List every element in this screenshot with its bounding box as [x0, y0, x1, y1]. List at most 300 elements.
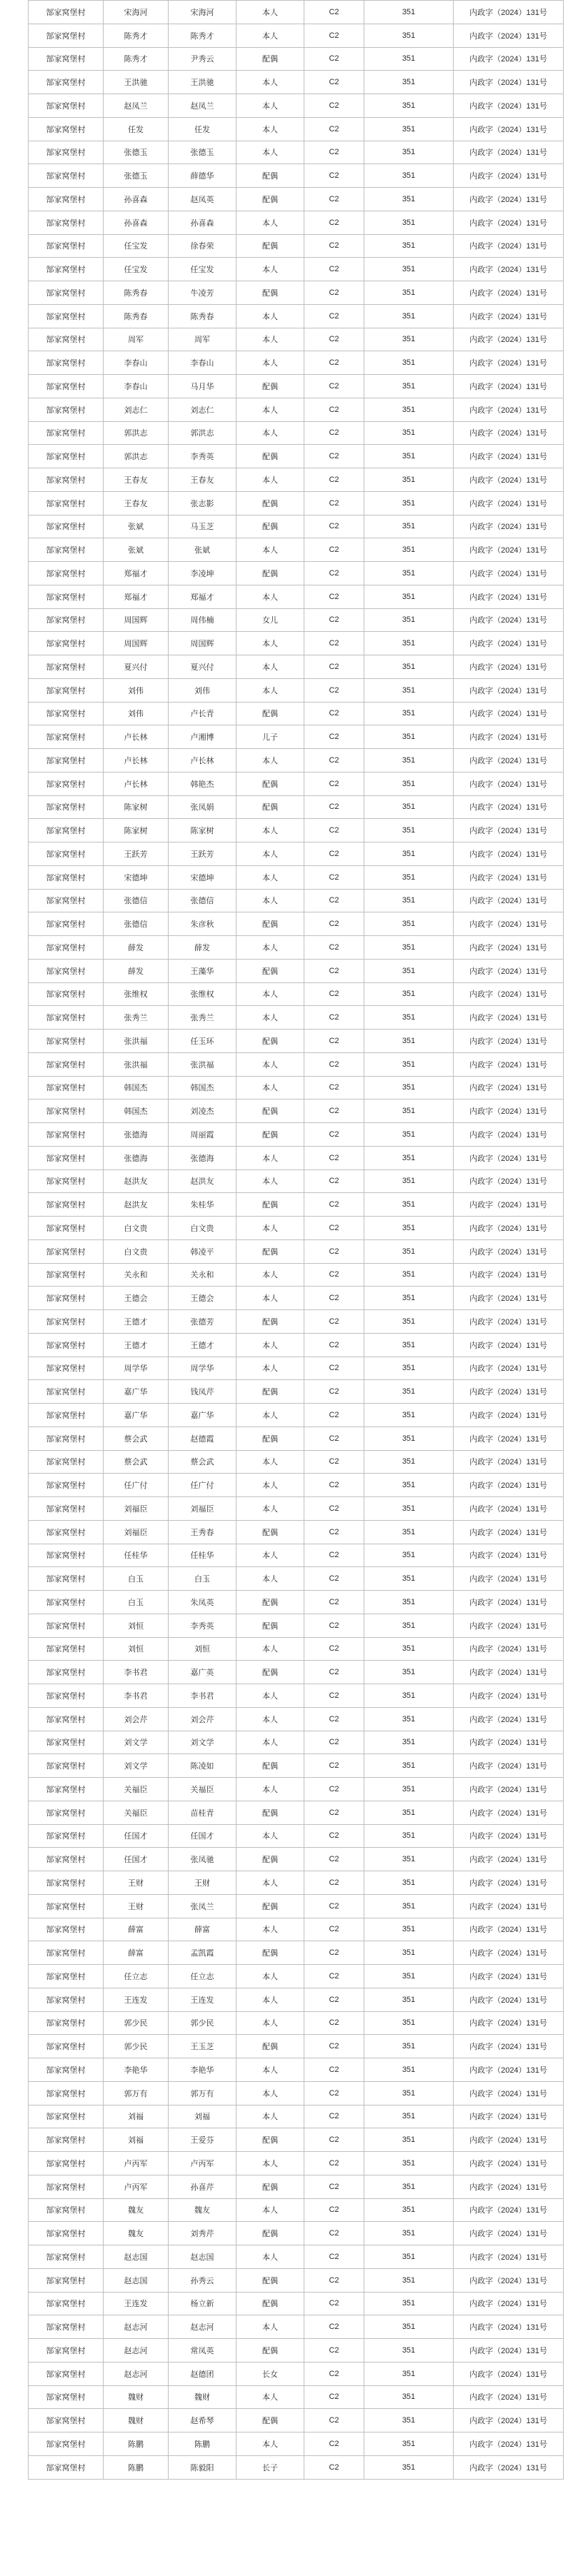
- head-name-cell: 周军: [104, 328, 169, 351]
- head-name-cell: 赵志国: [104, 2269, 169, 2292]
- head-name-cell: 赵志河: [104, 2363, 169, 2385]
- license-cell: C2: [304, 2105, 364, 2128]
- relation-cell: 本人: [236, 1684, 304, 1707]
- license-cell: C2: [304, 281, 364, 304]
- amount-cell: 351: [364, 2269, 454, 2292]
- head-name-cell: 卢丙军: [104, 2175, 169, 2198]
- head-name-cell: 任国才: [104, 1848, 169, 1871]
- table-row: [29, 141, 564, 165]
- head-name-cell: 薛发: [104, 936, 169, 959]
- head-name-cell: 陈家树: [104, 796, 169, 819]
- document-cell: 内政字（2024）131号: [454, 1965, 564, 1988]
- document-cell: 内政字（2024）131号: [454, 2175, 564, 2198]
- license-cell: C2: [304, 1614, 364, 1637]
- member-name-cell: 嘉广华: [169, 1404, 236, 1427]
- license-cell: C2: [304, 1638, 364, 1661]
- relation-cell: 配偶: [236, 1848, 304, 1871]
- document-cell: 内政字（2024）131号: [454, 235, 564, 258]
- table-row: [29, 1240, 564, 1264]
- head-name-cell: 李书君: [104, 1661, 169, 1684]
- license-cell: C2: [304, 2339, 364, 2362]
- relation-cell: 配偶: [236, 2339, 304, 2362]
- village-cell: 郜家窝堡村: [29, 1077, 104, 1100]
- member-name-cell: 任立志: [169, 1965, 236, 1988]
- table-row: [29, 912, 564, 936]
- village-cell: 郜家窝堡村: [29, 1, 104, 24]
- head-name-cell: 白玉: [104, 1591, 169, 1614]
- member-name-cell: 张德信: [169, 890, 236, 912]
- license-cell: C2: [304, 1895, 364, 1918]
- relation-cell: 配偶: [236, 773, 304, 795]
- head-name-cell: 薛富: [104, 1941, 169, 1964]
- village-cell: 郜家窝堡村: [29, 2315, 104, 2338]
- license-cell: C2: [304, 1661, 364, 1684]
- village-cell: 郜家窝堡村: [29, 118, 104, 141]
- head-name-cell: 陈秀春: [104, 305, 169, 328]
- amount-cell: 351: [364, 1053, 454, 1076]
- head-name-cell: 嘉广华: [104, 1404, 169, 1427]
- head-name-cell: 陈鹏: [104, 2432, 169, 2455]
- document-cell: 内政字（2024）131号: [454, 842, 564, 865]
- amount-cell: 351: [364, 164, 454, 187]
- amount-cell: 351: [364, 1100, 454, 1122]
- head-name-cell: 魏友: [104, 2199, 169, 2222]
- member-name-cell: 尹秀云: [169, 48, 236, 71]
- license-cell: C2: [304, 445, 364, 468]
- relation-cell: 配偶: [236, 1895, 304, 1918]
- table-row: [29, 1006, 564, 1030]
- amount-cell: 351: [364, 398, 454, 421]
- license-cell: C2: [304, 1217, 364, 1239]
- amount-cell: 351: [364, 1544, 454, 1567]
- head-name-cell: 李春山: [104, 375, 169, 398]
- relation-cell: 本人: [236, 1264, 304, 1287]
- license-cell: C2: [304, 773, 364, 795]
- amount-cell: 351: [364, 515, 454, 538]
- license-cell: C2: [304, 2386, 364, 2409]
- village-cell: 郜家窝堡村: [29, 164, 104, 187]
- member-name-cell: 常凤英: [169, 2339, 236, 2362]
- village-cell: 郜家窝堡村: [29, 679, 104, 702]
- document-cell: 内政字（2024）131号: [454, 258, 564, 281]
- village-cell: 郜家窝堡村: [29, 1778, 104, 1801]
- member-name-cell: 赵希琴: [169, 2409, 236, 2432]
- table-row: [29, 679, 564, 703]
- relation-cell: 本人: [236, 1077, 304, 1100]
- amount-cell: 351: [364, 1941, 454, 1964]
- village-cell: 郜家窝堡村: [29, 2058, 104, 2081]
- member-name-cell: 李凌坤: [169, 562, 236, 585]
- document-cell: 内政字（2024）131号: [454, 1731, 564, 1754]
- member-name-cell: 李艳华: [169, 2058, 236, 2081]
- amount-cell: 351: [364, 2432, 454, 2455]
- document-cell: 内政字（2024）131号: [454, 2315, 564, 2338]
- relation-cell: 配偶: [236, 2035, 304, 2058]
- relation-cell: 本人: [236, 679, 304, 702]
- member-name-cell: 刘福臣: [169, 1497, 236, 1520]
- village-cell: 郜家窝堡村: [29, 655, 104, 678]
- table-row: [29, 1030, 564, 1053]
- table-row: [29, 1544, 564, 1568]
- head-name-cell: 王跃芳: [104, 842, 169, 865]
- village-cell: 郜家窝堡村: [29, 562, 104, 585]
- amount-cell: 351: [364, 936, 454, 959]
- document-cell: 内政字（2024）131号: [454, 1357, 564, 1380]
- document-cell: 内政字（2024）131号: [454, 1918, 564, 1941]
- member-name-cell: 朱桂华: [169, 1193, 236, 1216]
- head-name-cell: 李艳华: [104, 2058, 169, 2081]
- table-row: [29, 1123, 564, 1147]
- table-row: [29, 936, 564, 960]
- table-row: [29, 1591, 564, 1614]
- document-cell: 内政字（2024）131号: [454, 866, 564, 889]
- document-cell: 内政字（2024）131号: [454, 725, 564, 748]
- head-name-cell: 韩国杰: [104, 1077, 169, 1100]
- table-row: [29, 1427, 564, 1451]
- relation-cell: 配偶: [236, 48, 304, 71]
- license-cell: C2: [304, 468, 364, 491]
- document-cell: 内政字（2024）131号: [454, 1427, 564, 1450]
- table-row: [29, 375, 564, 398]
- member-name-cell: 王春友: [169, 468, 236, 491]
- village-cell: 郜家窝堡村: [29, 1380, 104, 1403]
- member-name-cell: 王洪驰: [169, 71, 236, 94]
- license-cell: C2: [304, 1965, 364, 1988]
- document-cell: 内政字（2024）131号: [454, 1591, 564, 1614]
- document-cell: 内政字（2024）131号: [454, 1287, 564, 1309]
- amount-cell: 351: [364, 1497, 454, 1520]
- member-name-cell: 韩国杰: [169, 1077, 236, 1100]
- document-cell: 内政字（2024）131号: [454, 2339, 564, 2362]
- village-cell: 郜家窝堡村: [29, 1100, 104, 1122]
- document-cell: 内政字（2024）131号: [454, 2269, 564, 2292]
- amount-cell: 351: [364, 1778, 454, 1801]
- document-cell: 内政字（2024）131号: [454, 1030, 564, 1052]
- document-cell: 内政字（2024）131号: [454, 2082, 564, 2105]
- license-cell: C2: [304, 960, 364, 982]
- license-cell: C2: [304, 1497, 364, 1520]
- document-cell: 内政字（2024）131号: [454, 936, 564, 959]
- subsidy-table: [28, 0, 564, 2480]
- license-cell: C2: [304, 1404, 364, 1427]
- village-cell: 郜家窝堡村: [29, 890, 104, 912]
- table-row: [29, 1638, 564, 1661]
- amount-cell: 351: [364, 1240, 454, 1263]
- village-cell: 郜家窝堡村: [29, 1614, 104, 1637]
- relation-cell: 本人: [236, 749, 304, 772]
- document-cell: 内政字（2024）131号: [454, 1754, 564, 1777]
- head-name-cell: 魏财: [104, 2386, 169, 2409]
- license-cell: C2: [304, 398, 364, 421]
- head-name-cell: 刘志仁: [104, 398, 169, 421]
- member-name-cell: 周军: [169, 328, 236, 351]
- table-row: [29, 351, 564, 375]
- document-cell: 内政字（2024）131号: [454, 1497, 564, 1520]
- table-row: [29, 1988, 564, 2012]
- head-name-cell: 陈秀才: [104, 48, 169, 71]
- member-name-cell: 张德芳: [169, 1310, 236, 1333]
- member-name-cell: 韩凌平: [169, 1240, 236, 1263]
- relation-cell: 长子: [236, 2456, 304, 2479]
- amount-cell: 351: [364, 1965, 454, 1988]
- license-cell: C2: [304, 585, 364, 608]
- document-cell: 内政字（2024）131号: [454, 796, 564, 819]
- table-row: [29, 1801, 564, 1825]
- relation-cell: 本人: [236, 2152, 304, 2175]
- amount-cell: 351: [364, 2363, 454, 2385]
- relation-cell: 本人: [236, 118, 304, 141]
- table-row: [29, 2386, 564, 2410]
- document-cell: 内政字（2024）131号: [454, 141, 564, 164]
- village-cell: 郜家窝堡村: [29, 1123, 104, 1146]
- relation-cell: 本人: [236, 1451, 304, 1474]
- head-name-cell: 郭少民: [104, 2012, 169, 2035]
- amount-cell: 351: [364, 1030, 454, 1052]
- head-name-cell: 周学华: [104, 1357, 169, 1380]
- relation-cell: 本人: [236, 842, 304, 865]
- member-name-cell: 张凤兰: [169, 1895, 236, 1918]
- document-cell: 内政字（2024）131号: [454, 1006, 564, 1029]
- head-name-cell: 陈家树: [104, 819, 169, 842]
- license-cell: C2: [304, 1801, 364, 1824]
- relation-cell: 配偶: [236, 1030, 304, 1052]
- document-cell: 内政字（2024）131号: [454, 983, 564, 1006]
- license-cell: C2: [304, 1193, 364, 1216]
- relation-cell: 本人: [236, 141, 304, 164]
- head-name-cell: 王春友: [104, 468, 169, 491]
- head-name-cell: 陈秀才: [104, 24, 169, 47]
- relation-cell: 本人: [236, 2105, 304, 2128]
- amount-cell: 351: [364, 1638, 454, 1661]
- village-cell: 郜家窝堡村: [29, 1638, 104, 1661]
- license-cell: C2: [304, 1123, 364, 1146]
- member-name-cell: 郭少民: [169, 2012, 236, 2035]
- member-name-cell: 韩艳杰: [169, 773, 236, 795]
- member-name-cell: 张维权: [169, 983, 236, 1006]
- relation-cell: 本人: [236, 94, 304, 117]
- village-cell: 郜家窝堡村: [29, 188, 104, 211]
- village-cell: 郜家窝堡村: [29, 1848, 104, 1871]
- document-cell: 内政字（2024）131号: [454, 1778, 564, 1801]
- table-row: [29, 515, 564, 539]
- village-cell: 郜家窝堡村: [29, 1497, 104, 1520]
- document-cell: 内政字（2024）131号: [454, 2152, 564, 2175]
- table-row: [29, 2293, 564, 2316]
- relation-cell: 配偶: [236, 796, 304, 819]
- document-cell: 内政字（2024）131号: [454, 2128, 564, 2151]
- member-name-cell: 薛德华: [169, 164, 236, 187]
- member-name-cell: 牛凌芳: [169, 281, 236, 304]
- head-name-cell: 李春山: [104, 351, 169, 374]
- member-name-cell: 卢长青: [169, 703, 236, 725]
- relation-cell: 本人: [236, 1217, 304, 1239]
- document-cell: 内政字（2024）131号: [454, 422, 564, 445]
- relation-cell: 配偶: [236, 1100, 304, 1122]
- amount-cell: 351: [364, 562, 454, 585]
- license-cell: C2: [304, 2269, 364, 2292]
- amount-cell: 351: [364, 796, 454, 819]
- license-cell: C2: [304, 2152, 364, 2175]
- member-name-cell: 郭洪志: [169, 422, 236, 445]
- table-row: [29, 71, 564, 94]
- amount-cell: 351: [364, 1427, 454, 1450]
- table-row: [29, 796, 564, 820]
- member-name-cell: 关福臣: [169, 1778, 236, 1801]
- table-row: [29, 983, 564, 1007]
- village-cell: 郜家窝堡村: [29, 1708, 104, 1731]
- amount-cell: 351: [364, 609, 454, 632]
- amount-cell: 351: [364, 1077, 454, 1100]
- village-cell: 郜家窝堡村: [29, 983, 104, 1006]
- table-row: [29, 2269, 564, 2293]
- village-cell: 郜家窝堡村: [29, 2363, 104, 2385]
- table-row: [29, 48, 564, 71]
- document-cell: 内政字（2024）131号: [454, 1521, 564, 1544]
- table-row: [29, 94, 564, 118]
- relation-cell: 本人: [236, 1287, 304, 1309]
- table-row: [29, 1264, 564, 1287]
- table-row: [29, 1077, 564, 1100]
- village-cell: 郜家窝堡村: [29, 2222, 104, 2245]
- document-cell: 内政字（2024）131号: [454, 351, 564, 374]
- relation-cell: 本人: [236, 351, 304, 374]
- table-row: [29, 655, 564, 679]
- license-cell: C2: [304, 375, 364, 398]
- relation-cell: 本人: [236, 1731, 304, 1754]
- member-name-cell: 郭万有: [169, 2082, 236, 2105]
- document-cell: 内政字（2024）131号: [454, 1193, 564, 1216]
- member-name-cell: 任广付: [169, 1474, 236, 1496]
- table-row: [29, 1895, 564, 1918]
- relation-cell: 配偶: [236, 2175, 304, 2198]
- document-cell: 内政字（2024）131号: [454, 211, 564, 234]
- document-cell: 内政字（2024）131号: [454, 1147, 564, 1169]
- amount-cell: 351: [364, 1567, 454, 1590]
- member-name-cell: 赵志河: [169, 2315, 236, 2338]
- document-cell: 内政字（2024）131号: [454, 2058, 564, 2081]
- member-name-cell: 孙喜芹: [169, 2175, 236, 2198]
- amount-cell: 351: [364, 1754, 454, 1777]
- license-cell: C2: [304, 912, 364, 935]
- relation-cell: 配偶: [236, 1193, 304, 1216]
- table-row: [29, 1825, 564, 1848]
- relation-cell: 本人: [236, 2432, 304, 2455]
- license-cell: C2: [304, 305, 364, 328]
- relation-cell: 本人: [236, 468, 304, 491]
- head-name-cell: 王财: [104, 1895, 169, 1918]
- head-name-cell: 赵洪友: [104, 1193, 169, 1216]
- document-cell: 内政字（2024）131号: [454, 1264, 564, 1287]
- document-cell: 内政字（2024）131号: [454, 1661, 564, 1684]
- license-cell: C2: [304, 1334, 364, 1357]
- license-cell: C2: [304, 1521, 364, 1544]
- relation-cell: 配偶: [236, 492, 304, 515]
- village-cell: 郜家窝堡村: [29, 305, 104, 328]
- document-cell: 内政字（2024）131号: [454, 585, 564, 608]
- relation-cell: 本人: [236, 1544, 304, 1567]
- amount-cell: 351: [364, 2222, 454, 2245]
- amount-cell: 351: [364, 1825, 454, 1848]
- document-cell: 内政字（2024）131号: [454, 2012, 564, 2035]
- document-cell: 内政字（2024）131号: [454, 1053, 564, 1076]
- relation-cell: 本人: [236, 1965, 304, 1988]
- license-cell: C2: [304, 1451, 364, 1474]
- member-name-cell: 周国辉: [169, 632, 236, 655]
- relation-cell: 本人: [236, 2245, 304, 2268]
- relation-cell: 本人: [236, 1053, 304, 1076]
- relation-cell: 配偶: [236, 445, 304, 468]
- member-name-cell: 刘恒: [169, 1638, 236, 1661]
- member-name-cell: 孙秀云: [169, 2269, 236, 2292]
- table-row: [29, 1474, 564, 1497]
- village-cell: 郜家窝堡村: [29, 1521, 104, 1544]
- table-row: [29, 211, 564, 235]
- member-name-cell: 夏兴付: [169, 655, 236, 678]
- table-row: [29, 1380, 564, 1404]
- member-name-cell: 陈家树: [169, 819, 236, 842]
- village-cell: 郜家窝堡村: [29, 2012, 104, 2035]
- head-name-cell: 赵洪友: [104, 1170, 169, 1193]
- relation-cell: 配偶: [236, 2222, 304, 2245]
- head-name-cell: 卢长林: [104, 749, 169, 772]
- head-name-cell: 王连发: [104, 1988, 169, 2011]
- amount-cell: 351: [364, 351, 454, 374]
- license-cell: C2: [304, 1708, 364, 1731]
- amount-cell: 351: [364, 1, 454, 24]
- head-name-cell: 王德才: [104, 1310, 169, 1333]
- license-cell: C2: [304, 1053, 364, 1076]
- head-name-cell: 夏兴付: [104, 655, 169, 678]
- license-cell: C2: [304, 1147, 364, 1169]
- head-name-cell: 赵凤兰: [104, 94, 169, 117]
- relation-cell: 配偶: [236, 515, 304, 538]
- amount-cell: 351: [364, 1661, 454, 1684]
- table-row: [29, 585, 564, 609]
- document-cell: 内政字（2024）131号: [454, 1474, 564, 1496]
- table-row: [29, 24, 564, 48]
- license-cell: C2: [304, 1030, 364, 1052]
- document-cell: 内政字（2024）131号: [454, 1825, 564, 1848]
- village-cell: 郜家窝堡村: [29, 819, 104, 842]
- relation-cell: 本人: [236, 258, 304, 281]
- license-cell: C2: [304, 609, 364, 632]
- member-name-cell: 赵德霞: [169, 1427, 236, 1450]
- relation-cell: 配偶: [236, 2293, 304, 2315]
- amount-cell: 351: [364, 118, 454, 141]
- amount-cell: 351: [364, 1334, 454, 1357]
- document-cell: 内政字（2024）131号: [454, 960, 564, 982]
- document-cell: 内政字（2024）131号: [454, 2293, 564, 2315]
- village-cell: 郜家窝堡村: [29, 1918, 104, 1941]
- amount-cell: 351: [364, 1380, 454, 1403]
- license-cell: C2: [304, 1988, 364, 2011]
- village-cell: 郜家窝堡村: [29, 1264, 104, 1287]
- village-cell: 郜家窝堡村: [29, 1170, 104, 1193]
- license-cell: C2: [304, 2012, 364, 2035]
- document-cell: 内政字（2024）131号: [454, 188, 564, 211]
- table-row: [29, 1147, 564, 1170]
- village-cell: 郜家窝堡村: [29, 235, 104, 258]
- amount-cell: 351: [364, 468, 454, 491]
- village-cell: 郜家窝堡村: [29, 468, 104, 491]
- license-cell: C2: [304, 1264, 364, 1287]
- amount-cell: 351: [364, 2199, 454, 2222]
- member-name-cell: 薛发: [169, 936, 236, 959]
- amount-cell: 351: [364, 235, 454, 258]
- member-name-cell: 张凤驰: [169, 1848, 236, 1871]
- relation-cell: 配偶: [236, 2269, 304, 2292]
- member-name-cell: 李秀英: [169, 445, 236, 468]
